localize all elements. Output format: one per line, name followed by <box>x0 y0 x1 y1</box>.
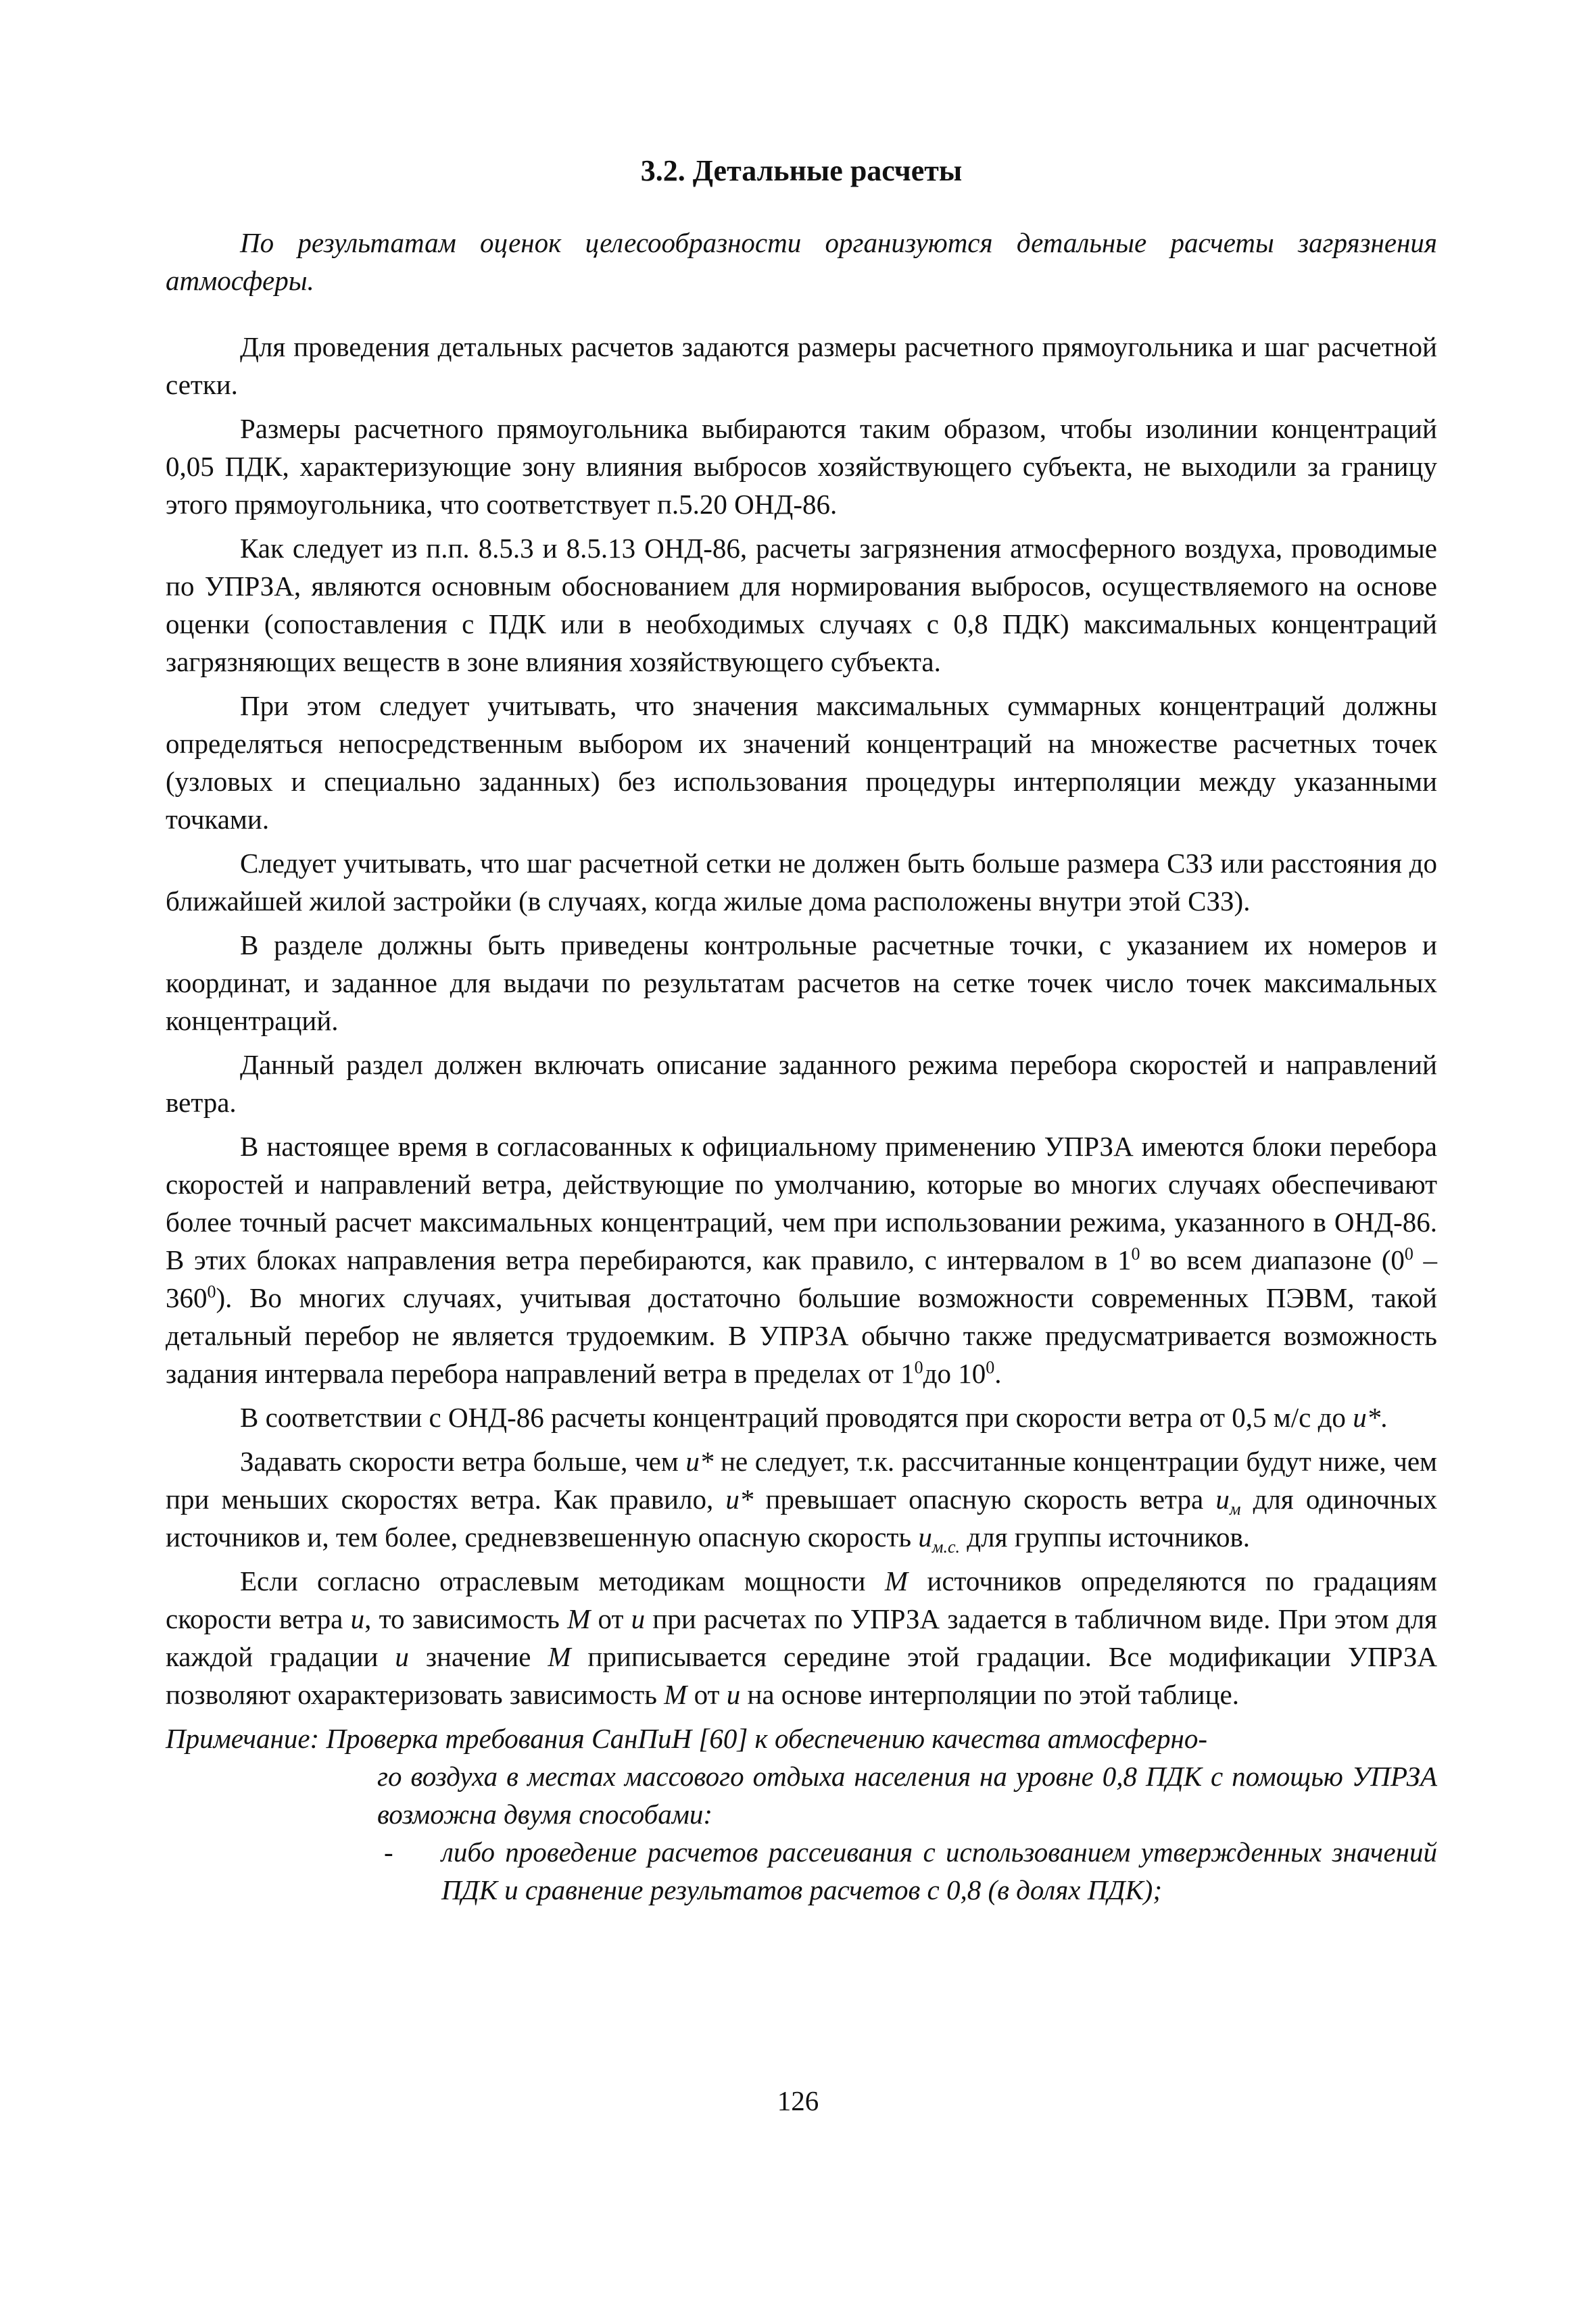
variable-m: M <box>567 1603 591 1634</box>
paragraph-3: Как следует из п.п. 8.5.3 и 8.5.13 ОНД-86, расчеты загрязнения атмосферного воздуха, проводимые по УПРЗА, являются основным обоснованием для нормирования выбросов, осуществляемого на основе оценки (сопоставления с ПДК или в необходимых случаях с 0,8 ПДК) максимальных концентраций загрязняющих веществ в зоне влияния хозяйствующего субъекта. <box>166 533 1437 677</box>
note-first-line <box>166 1720 1437 1757</box>
variable-u: u <box>631 1603 646 1634</box>
degree-superscript: 0 <box>986 1357 995 1378</box>
text-run: В соответствии с ОНД-86 расчеты концентраций проводятся при скорости ветра от 0,5 м/с до <box>240 1402 1353 1433</box>
text-run: , то зависимость <box>364 1603 568 1634</box>
text-run: источников определяются по градациям скорости ветра <box>166 1565 1437 1634</box>
variable-u: u <box>395 1641 409 1672</box>
variable-u: u <box>350 1603 365 1634</box>
text-run: . <box>994 1358 1002 1389</box>
note-first-text: Проверка требования СанПиН [60] к обеспечению качества атмосферно- <box>326 1723 1207 1754</box>
paragraph-1: Для проведения детальных расчетов задаются размеры расчетного прямоугольника и шаг расчетной сетки. <box>166 331 1437 400</box>
text-run: при расчетах по УПРЗА задается в табличном виде. При этом для каждой градации <box>166 1603 1437 1672</box>
text-run: до 10 <box>923 1358 986 1389</box>
note-continuation: го воздуха в местах массового отдыха населения на уровне 0,8 ПДК с помощью УПРЗА возможна двумя способами: <box>377 1761 1437 1830</box>
degree-superscript: 0 <box>207 1282 216 1302</box>
variable-subscript: м <box>1229 1499 1241 1519</box>
degree-superscript: 0 <box>1131 1244 1140 1264</box>
text-run: . <box>1380 1402 1388 1433</box>
text-run: Если согласно отраслевым методикам мощности <box>240 1565 885 1597</box>
page-number: 126 <box>777 2085 819 2116</box>
text-run: Задавать скорости ветра больше, чем <box>240 1446 686 1477</box>
degree-superscript: 0 <box>1404 1244 1413 1264</box>
variable-letter: u <box>918 1521 932 1553</box>
variable-u-m <box>1215 1484 1241 1519</box>
variable-letter: u <box>1215 1484 1230 1515</box>
variable-m: M <box>548 1641 571 1672</box>
note-label: Примечание: <box>166 1723 327 1754</box>
lead-paragraph: По результатам оценок целесообразности организуются детальные расчеты загрязнения атмосферы. <box>166 227 1437 296</box>
text-run: для одиночных источников и, тем более, средневзвешенную опасную скорость <box>166 1484 1438 1553</box>
note-block <box>166 1720 1437 1909</box>
text-run: не следует, т.к. рассчитанные концентрации будут ниже, чем при меньших скоростях ветра. Как правило, <box>166 1446 1438 1515</box>
variable-u: u <box>726 1679 741 1710</box>
text-run: во всем диапазоне (0 <box>1140 1244 1405 1275</box>
text-run: приписывается середине этой градации. Все модификации УПРЗА позволяют охарактеризовать зависимость <box>166 1641 1437 1710</box>
note-bullet-item <box>377 1833 1437 1909</box>
text-run: на основе интерполяции по этой таблице. <box>740 1679 1239 1710</box>
variable-subscript: м.с. <box>932 1537 961 1557</box>
paragraph-11 <box>166 1562 1437 1713</box>
text-run: В настоящее время в согласованных к официальному применению УПРЗА имеются блоки перебора скоростей и направлений ветра, действующие по умолчанию, которые во многих случаях обеспечивают более точный расчет максимальных концентраций, чем при использовании режима, указанного в ОНД-86. В этих блоках направления ветра перебираются, как правило, с интервалом в 1 <box>166 1131 1437 1275</box>
paragraph-8 <box>166 1127 1437 1392</box>
variable-u-star: u* <box>725 1484 754 1515</box>
text-run: значение <box>408 1641 548 1672</box>
paragraph-5: Следует учитывать, что шаг расчетной сетки не должен быть больше размера СЗЗ или расстояния до ближайшей жилой застройки (в случаях, когда жилые дома расположены внутри этой СЗЗ). <box>166 848 1437 917</box>
paragraph-10 <box>166 1442 1437 1556</box>
degree-superscript: 0 <box>914 1357 923 1378</box>
text-run: ). Во многих случаях, учитывая достаточно большие возможности современных ПЭВМ, такой детальный перебор не является трудоемким. В УПРЗА обычно также предусматривается возможность задания интервала перебора направлений ветра в пределах от 1 <box>166 1282 1437 1389</box>
paragraph-7: Данный раздел должен включать описание заданного режима перебора скоростей и направлений ветра. <box>166 1049 1437 1118</box>
note-body <box>166 1757 1437 1909</box>
variable-u-star: u* <box>1353 1402 1381 1433</box>
text-run: превышает опасную скорость ветра <box>753 1484 1216 1515</box>
bullet-text: либо проведение расчетов рассеивания с использованием утвержденных значений ПДК и сравнение результатов расчетов с 0,8 (в долях ПДК); <box>441 1836 1437 1905</box>
text-run: для группы источников. <box>960 1521 1251 1553</box>
variable-m: M <box>664 1679 687 1710</box>
variable-u-ms <box>918 1521 961 1557</box>
paragraph-9 <box>166 1398 1437 1436</box>
paragraph-6: В разделе должны быть приведены контрольные расчетные точки, с указанием их номеров и координат, и заданное для выдачи по результатам расчетов на сетке точек число точек максимальных концентраций. <box>166 929 1437 1036</box>
variable-m: M <box>884 1565 908 1597</box>
text-run: от <box>687 1679 727 1710</box>
paragraph-4: При этом следует учитывать, что значения максимальных суммарных концентраций должны определяться непосредственным выбором их значений концентраций на множестве расчетных точек (узловых и специально заданных) без использования процедуры интерполяции между указанными точками. <box>166 690 1437 835</box>
bullet-dash: - <box>384 1836 393 1868</box>
paragraph-2: Размеры расчетного прямоугольника выбираются таким образом, чтобы изолинии концентраций 0,05 ПДК, характеризующие зону влияния выбросов хозяйствующего субъекта, не выходили за границу этого прямоугольника, что соответствует п.5.20 ОНД-86. <box>166 413 1437 520</box>
variable-u-star: u* <box>685 1446 714 1477</box>
text-run: от <box>590 1603 631 1634</box>
text-run: – 360 <box>166 1244 1438 1313</box>
section-heading: 3.2. Детальные расчеты <box>640 154 963 187</box>
